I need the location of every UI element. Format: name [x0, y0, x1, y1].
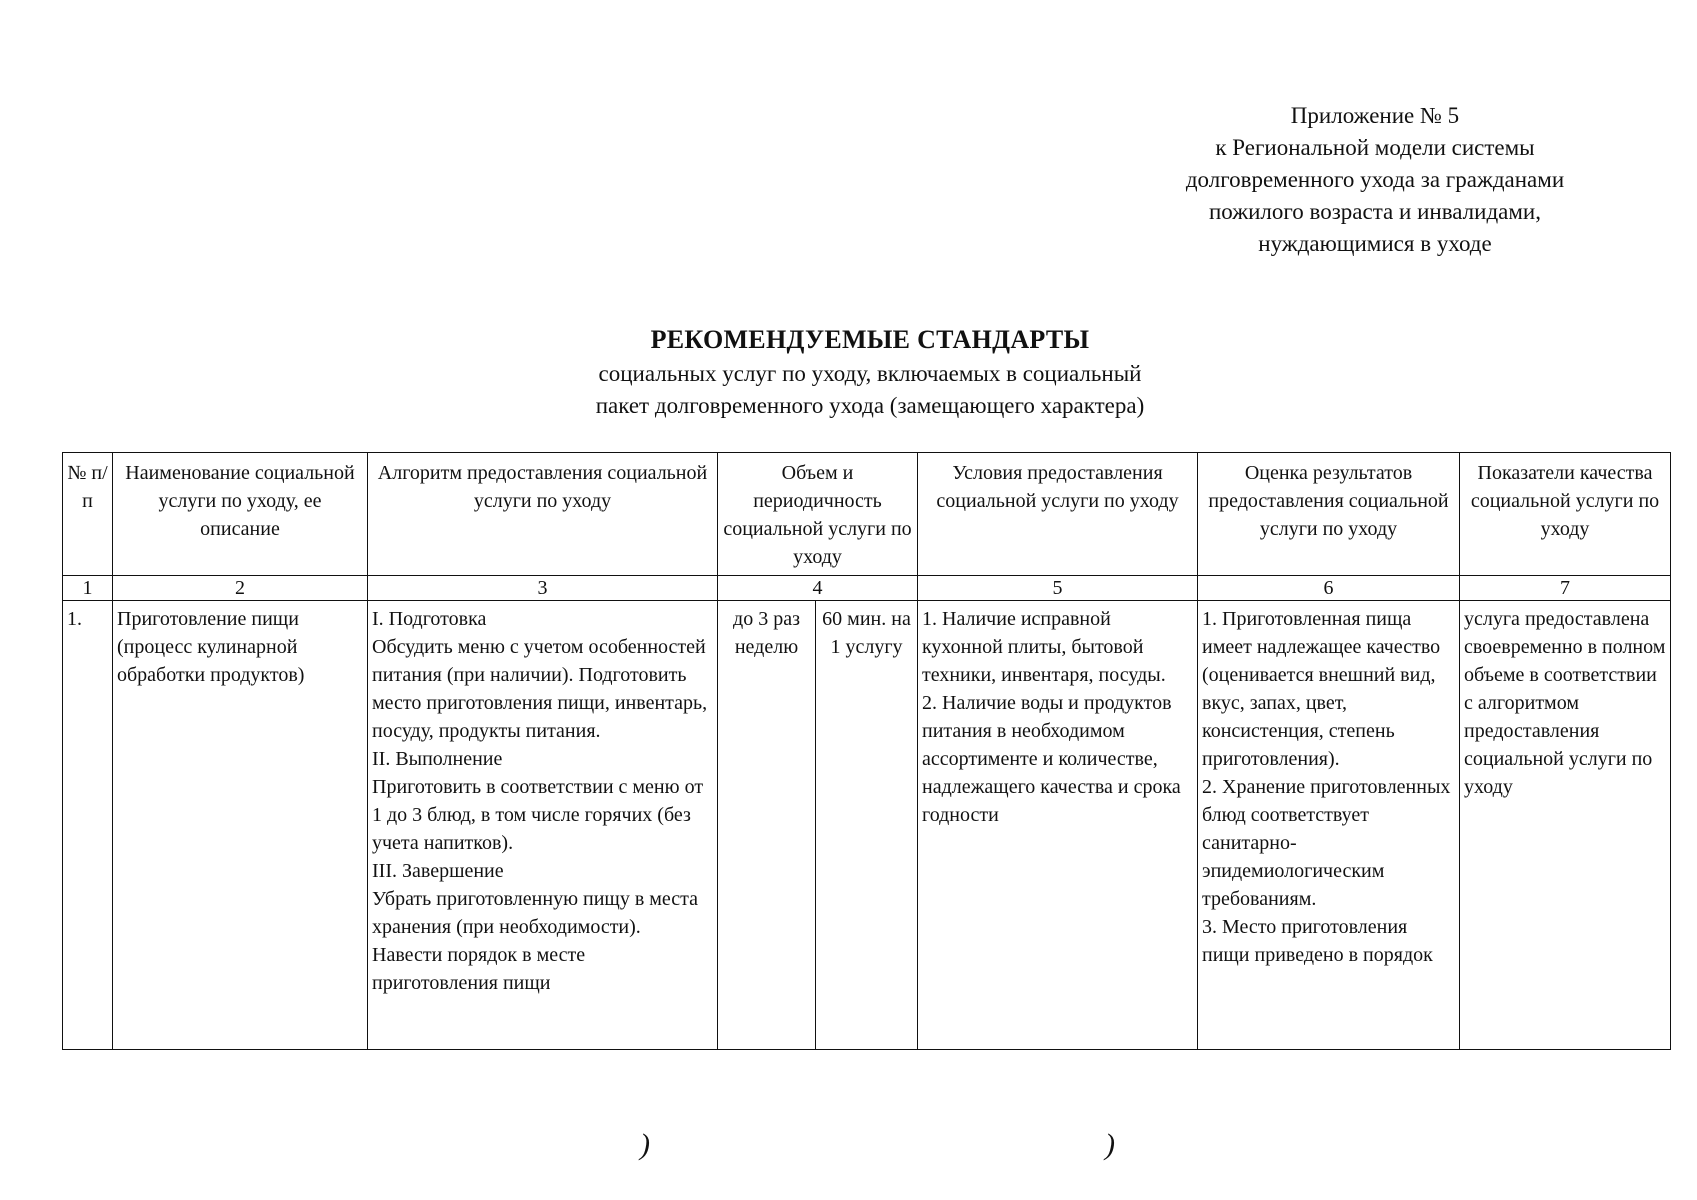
table-row	[63, 601, 1671, 1050]
margin-mark-left: )	[640, 1128, 650, 1161]
document-title-block	[440, 322, 1300, 422]
document-title: РЕКОМЕНДУЕМЫЕ СТАНДАРТЫ	[650, 325, 1090, 354]
service-conditions	[918, 601, 1198, 1050]
header-service-name: Наименование социальной услуги по уходу, ее описание	[113, 453, 368, 576]
service-volume: до 3 раз неделю	[718, 601, 816, 1050]
algorithm-step: II. Выполнение	[372, 748, 503, 770]
column-number: 3	[368, 576, 718, 601]
algorithm-step: III. Завершение	[372, 860, 504, 882]
header-conditions: Условия предоставления социальной услуги по уходу	[918, 453, 1198, 576]
column-number: 5	[918, 576, 1198, 601]
document-subtitle-line-2: пакет долговременного ухода (замещающего характера)	[595, 393, 1145, 418]
header-number: № п/п	[63, 453, 113, 576]
service-algorithm	[368, 601, 718, 1050]
algorithm-step: Обсудить меню с учетом особенностей питания (при наличии). Подготовить место приготовления пищи, инвентарь, посуду, продукты питания.	[372, 636, 708, 742]
column-number-row	[63, 576, 1671, 601]
column-number: 2	[113, 576, 368, 601]
appendix-line: Приложение № 5	[1290, 103, 1460, 128]
service-period: 60 мин. на 1 услугу	[816, 601, 918, 1050]
header-quality: Показатели качества социальной услуги по уходу	[1460, 453, 1671, 576]
row-number: 1.	[63, 601, 113, 1050]
appendix-line: пожилого возраста и инвалидами,	[1209, 199, 1541, 224]
service-results	[1198, 601, 1460, 1050]
condition-item: 2. Наличие воды и продуктов питания в необходимом ассортименте и количестве, надлежащего качества и срока годности	[922, 692, 1181, 826]
column-number: 6	[1198, 576, 1460, 601]
column-number: 7	[1460, 576, 1671, 601]
header-volume: Объем и периодичность социальной услуги по уходу	[718, 453, 918, 576]
header-results: Оценка результатов предоставления социальной услуги по уходу	[1198, 453, 1460, 576]
algorithm-step: I. Подготовка	[372, 608, 487, 630]
result-item: 2. Хранение приготовленных блюд соответствует санитарно-эпидемиологическим требованиям.	[1202, 776, 1451, 910]
header-algorithm: Алгоритм предоставления социальной услуги по уходу	[368, 453, 718, 576]
appendix-line: к Региональной модели системы	[1215, 135, 1535, 160]
condition-item: 1. Наличие исправной кухонной плиты, бытовой техники, инвентаря, посуды.	[922, 608, 1166, 686]
appendix-note	[1130, 100, 1620, 260]
algorithm-step: Убрать приготовленную пищу в места хранения (при необходимости). Навести порядок в месте приготовления пищи	[372, 888, 699, 994]
column-number: 4	[718, 576, 918, 601]
service-quality: услуга предоставлена своевременно в полном объеме в соответствии с алгоритмом предоставления социальной услуги по уходу	[1460, 601, 1671, 1050]
appendix-line: нуждающимися в уходе	[1258, 231, 1492, 256]
service-name: Приготовление пищи (процесс кулинарной обработки продуктов)	[113, 601, 368, 1050]
result-item: 1. Приготовленная пища имеет надлежащее качество (оценивается внешний вид, вкус, запах, цвет, консистенция, степень приготовления).	[1202, 608, 1441, 770]
column-number: 1	[63, 576, 113, 601]
algorithm-step: Приготовить в соответствии с меню от 1 до 3 блюд, в том числе горячих (без учета напитков).	[372, 776, 704, 854]
margin-mark-right: )	[1105, 1128, 1115, 1161]
appendix-line: долговременного ухода за гражданами	[1185, 167, 1565, 192]
standards-table	[62, 452, 1671, 1050]
document-subtitle-line-1: социальных услуг по уходу, включаемых в социальный	[598, 361, 1142, 386]
result-item: 3. Место приготовления пищи приведено в порядок	[1202, 916, 1433, 966]
table-header-row	[63, 453, 1671, 576]
